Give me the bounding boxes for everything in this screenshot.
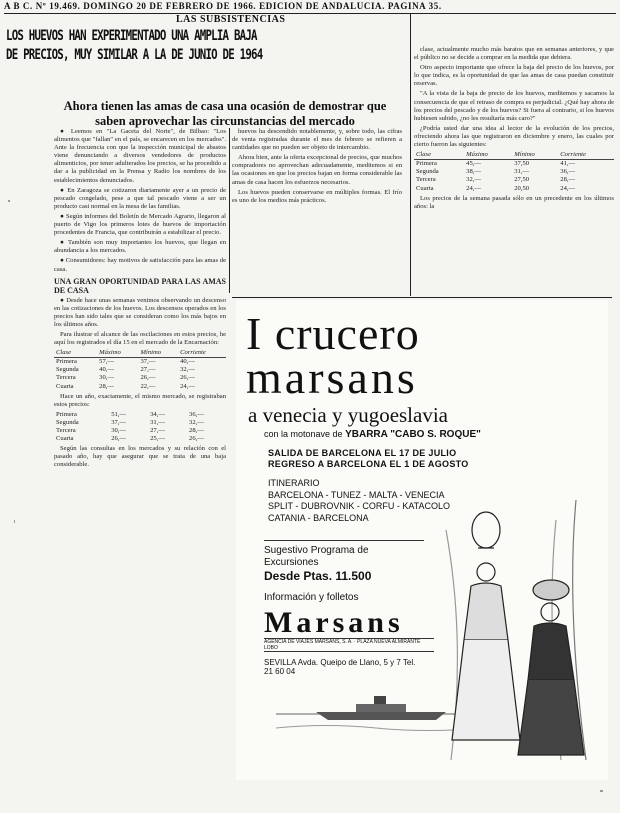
ad-itinerary bbox=[268, 478, 450, 524]
paragraph: Para ilustrar el alcance de las oscilaciones en estos precios, he aquí los registrados el día 15 en el mercado de la Encarnación: bbox=[54, 330, 226, 347]
table-cell: Tercera bbox=[56, 427, 76, 434]
ad-title-line-1: I crucero bbox=[246, 308, 420, 359]
table-cell: 32,— bbox=[189, 418, 204, 426]
table-row bbox=[54, 419, 226, 427]
table-cell: 32,— bbox=[180, 366, 195, 374]
table-cell: 26,— bbox=[111, 435, 127, 443]
table-cell: 40,— bbox=[99, 366, 114, 374]
paragraph: Según las consultas en los mercados y su relación con el pasado año, hay que asegurar que se trata de una baja considerable. bbox=[54, 445, 226, 469]
table-cell: Primera bbox=[416, 160, 437, 168]
table-cell: 24,— bbox=[466, 184, 482, 192]
table-cell: 28,— bbox=[189, 427, 204, 434]
ad-ship-prefix: con la motonave de bbox=[264, 429, 343, 439]
ad-footer-note bbox=[236, 770, 608, 778]
table-header: Máximo bbox=[464, 151, 512, 160]
ad-brand-logo: Marsans bbox=[264, 606, 404, 639]
table-cell: 24,— bbox=[180, 382, 195, 390]
table-row bbox=[414, 185, 614, 193]
table-row bbox=[54, 374, 226, 382]
table-cell: 32,— bbox=[466, 176, 482, 184]
table-cell: 31,— bbox=[514, 168, 530, 176]
ad-top-rule bbox=[232, 297, 612, 298]
table-cell: 45,— bbox=[466, 160, 482, 168]
paragraph: Los huevos pueden conservarse en múltiples formas. El frío es uno de los medios más prácticos. bbox=[232, 188, 402, 204]
ad-itinerary-line: CATANIA - BARCELONA bbox=[268, 512, 369, 523]
article-column-middle bbox=[232, 128, 402, 296]
ad-return: REGRESO A BARCELONA EL 1 DE AGOSTO bbox=[268, 459, 469, 469]
article-column-right bbox=[414, 46, 614, 292]
table-cell: Segunda bbox=[56, 366, 79, 374]
table-header: Clase bbox=[414, 151, 464, 160]
table-cell: 28,— bbox=[99, 382, 114, 390]
table-row bbox=[54, 427, 226, 435]
paragraph: clase, actualmente mucho más baratos que en semanas anteriores, y que el público no se decide a comprar en la medida que debiera. bbox=[414, 46, 614, 62]
ad-ship-name: YBARRA "CABO S. ROQUE" bbox=[345, 429, 481, 440]
page-header: A B C. Nº 19.469. DOMINGO 20 DE FEBRERO DE 1966. EDICION DE ANDALUCIA. PAGINA 35. bbox=[4, 1, 616, 14]
table-cell: 25,— bbox=[150, 435, 165, 443]
table-cell: 24,— bbox=[560, 184, 576, 192]
table-cell: 51,— bbox=[111, 410, 127, 418]
table-cell: 34,— bbox=[150, 410, 165, 418]
table-cell: 38,— bbox=[466, 168, 482, 176]
table-cell: Cuarta bbox=[56, 435, 74, 443]
table-cell: 27,— bbox=[140, 366, 156, 374]
table-cell: 37,— bbox=[111, 418, 127, 426]
paragraph: ● Desde hace unas semanas venimos observando un descenso en las cotizaciones de los huevos. Los descensos operados en los precios han sido tales que se consideran como los más bajos en los últimos años. bbox=[54, 296, 226, 328]
table-cell: 28,— bbox=[560, 176, 576, 184]
table-cell: Primera bbox=[56, 410, 77, 418]
table-cell: 30,— bbox=[111, 427, 127, 434]
paragraph: Otro aspecto importante que ofrece la baja del precio de los huevos, por lo que indica, es la oportunidad de que las amas de casa puedan constituir reservas. bbox=[414, 64, 614, 88]
table-row bbox=[54, 366, 226, 374]
table-cell: 41,— bbox=[560, 160, 576, 168]
table-header: Corriente bbox=[178, 349, 226, 358]
table-cell: 27,50 bbox=[514, 176, 530, 184]
headline-line-1: LOS HUEVOS HAN EXPERIMENTADO UNA AMPLIA BAJA bbox=[6, 28, 257, 44]
paragraph: Hace un año, exactamente, el mismo mercado, se registraban estos precios: bbox=[54, 392, 226, 408]
table-cell: Cuarta bbox=[416, 184, 434, 192]
print-speck bbox=[8, 200, 10, 202]
table-cell: Cuarta bbox=[56, 382, 74, 390]
price-table-december bbox=[414, 151, 614, 192]
article-column-left bbox=[54, 128, 226, 578]
paragraph: ¿Podría usted dar una idea al lector de la evolución de los precios, ofreciendo ahora las que registraron en diciembre y enero, las cuales por cierto fueron las siguientes: bbox=[414, 124, 614, 149]
table-row bbox=[54, 383, 226, 391]
ad-departure: SALIDA DE BARCELONA EL 17 DE JULIO bbox=[268, 448, 457, 458]
print-speck bbox=[14, 520, 15, 523]
paragraph: huevos ha descendido notablemente, y, sobre todo, las cifras de venta registradas durante el mes de febrero se refieren a cantidades que no pueden ser objeto de intercambio. bbox=[232, 128, 402, 152]
table-cell: Tercera bbox=[416, 176, 436, 184]
paragraph: Los precios de la semana pasada sólo en un precedente en los últimos años: la bbox=[414, 194, 614, 210]
table-row bbox=[54, 411, 226, 419]
price-table-last-year bbox=[54, 411, 226, 443]
ad-title-line-2: marsans bbox=[246, 352, 418, 403]
table-header: Máximo bbox=[97, 349, 138, 358]
table-cell: 37,— bbox=[140, 358, 156, 366]
ad-price: Desde Ptas. 11.500 bbox=[264, 569, 372, 583]
price-table-current bbox=[54, 349, 226, 390]
table-header: Clase bbox=[54, 349, 97, 358]
ad-info: Información y folletos bbox=[264, 592, 359, 603]
table-cell: 26,— bbox=[180, 374, 195, 382]
women-with-jugs-illustration bbox=[426, 490, 606, 765]
column-rule bbox=[410, 14, 411, 296]
paragraph: "A la vista de la baja de precio de los huevos, meditemos y sacamos la consecuencia de que el retraso de compra es perjudicial. ¿Qué hay ahora de los precios del pescado y de los huevos? Si fuera al contrario, si los huevos hubiesen subido, ¿no les resultaría más caro?" bbox=[414, 90, 614, 122]
marsans-cruise-advert bbox=[236, 300, 608, 780]
paragraph: Ahora bien, ante la oferta excepcional de precios, que muchos compradores no aprovechan adecuadamente, meditemos si en las ocasiones en que los precios bajan en forma considerable las amas de casa hacen los esfuerzos necesarios. bbox=[232, 154, 402, 186]
ad-itinerary-line: SPLIT - DUBROVNIK - CORFU - KATACOLO bbox=[268, 501, 451, 511]
table-cell: 20,50 bbox=[514, 184, 530, 192]
table-cell: 22,— bbox=[140, 382, 156, 390]
table-cell: Segunda bbox=[56, 418, 79, 426]
table-cell: 30,— bbox=[99, 374, 114, 382]
ad-info-box bbox=[264, 540, 424, 676]
ad-address: SEVILLA Avda. Queipo de Llano, 5 y 7 Tel. 21 60 04 bbox=[264, 658, 416, 676]
table-header: Mínimo bbox=[512, 151, 558, 160]
table-row bbox=[414, 168, 614, 176]
headline-line-2: DE PRECIOS, MUY SIMILAR A LA DE JUNIO DE 1964 bbox=[6, 47, 263, 63]
table-row bbox=[414, 160, 614, 169]
table-header: Corriente bbox=[558, 151, 614, 160]
column-rule bbox=[229, 128, 230, 293]
table-cell: 31,— bbox=[150, 418, 165, 426]
table-cell: 36,— bbox=[560, 168, 576, 176]
article-subhead: Ahora tienen las amas de casa una ocasión de demostrar que saben aprovechar las circunstancias del mercado bbox=[63, 99, 387, 128]
ad-agency-line: AGENCIA DE VIAJES MARSANS, S. A. · PLAZA NUEVA ALMIRANTE LOBO bbox=[264, 638, 434, 652]
ad-itinerary-line: BARCELONA - TUNEZ - MALTA - VENECIA bbox=[268, 489, 445, 500]
table-cell: Tercera bbox=[56, 374, 76, 382]
article-headline bbox=[6, 27, 405, 65]
ad-programme: Sugestivo Programa de Excursiones bbox=[264, 545, 369, 568]
ad-ship-line bbox=[264, 428, 481, 441]
ad-itinerary-title: ITINERARIO bbox=[268, 478, 320, 488]
ad-sailing-dates bbox=[268, 448, 469, 470]
paragraph: ● En Zaragoza se cotizaron diariamente ayer a un precio de pescado congelado, pese a que tal pescado viene a ser un producto casi normal en la mesa de las familias. bbox=[54, 186, 226, 210]
table-cell: Primera bbox=[56, 358, 77, 366]
section-title: UNA GRAN OPORTUNIDAD PARA LAS AMAS DE CASA bbox=[54, 276, 226, 295]
table-header: Mínimo bbox=[139, 349, 179, 358]
table-cell: 36,— bbox=[189, 410, 204, 418]
paragraph: ● Según informes del Boletín de Mercado Agrario, llegaron al puerto de Vigo los primeros lotes de huevos de importación procedentes de Francia, que contribuirán a estabilizar el precio. bbox=[54, 212, 226, 237]
table-row bbox=[54, 358, 226, 367]
article-kicker: LAS SUBSISTENCIAS bbox=[176, 14, 286, 25]
paragraph: ● Consumidores: hay motivos de satisfacción para las amas de casa. bbox=[54, 257, 226, 273]
ad-destination: a venecia y yugoeslavia bbox=[248, 403, 448, 427]
table-cell: 26,— bbox=[189, 435, 204, 443]
print-speck bbox=[600, 790, 603, 792]
table-cell: 26,— bbox=[140, 374, 156, 382]
table-cell: Segunda bbox=[416, 168, 439, 176]
table-cell: 27,— bbox=[150, 427, 165, 434]
table-cell: 40,— bbox=[180, 358, 195, 366]
table-row bbox=[414, 176, 614, 184]
table-cell: 37,50 bbox=[514, 160, 530, 168]
paragraph: ● También son muy importantes los huevos, que llegan en abundancia a los mercados. bbox=[54, 239, 226, 255]
table-cell: 57,— bbox=[99, 358, 114, 366]
paragraph: ● Leemos en "La Gaceta del Norte", de Bilbao: "Los alimentos que "fallan" en el país, se encarecen en los mercados". Ante la frecuencia con que la inspección municipal de abastos viene denunciando a diversos vendedores de productos alimenticios, por tener adulterados los precios, se ha procedido a dar a la publicidad en la Prensa y Radio los nombres de los establecimientos denunciados. bbox=[54, 128, 226, 184]
table-row bbox=[54, 435, 226, 443]
